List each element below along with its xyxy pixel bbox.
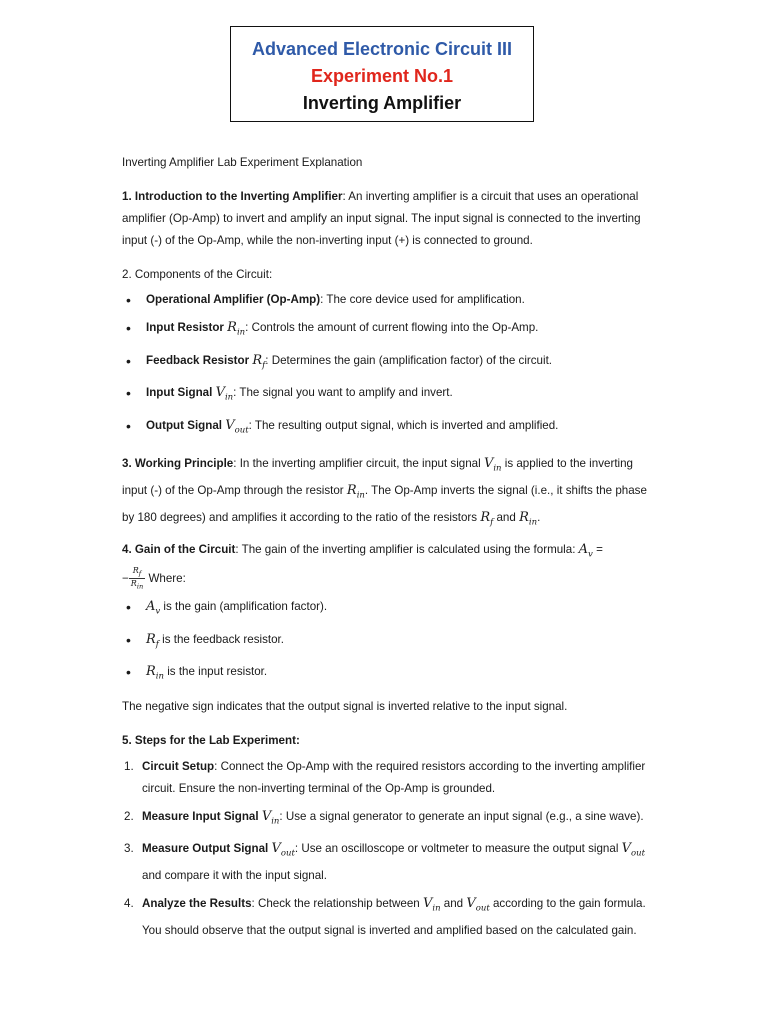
section-1-label: 1. Introduction to the Inverting Amplifier [122,190,343,203]
section-working-principle: 3. Working Principle: In the inverting amplifier circuit, the input signal $V_{in}$ is applied to the inverting input (-) of the Op-Amp through the resistor $R_{in}$. The Op-Amp inverts the signal (i.e., it shifts the phase by 180 degrees) and amplifies it according to the ratio of the resistors $R_f$ and $R_{in}$. [122,456,647,528]
section-1-text: : An inverting amplifier is a circuit that uses an operational amplifier (Op-Amp) to invert and amplify an input signal. The input signal is connected to the inverting input (-) of the Op-Amp, while the non-inverting input (+) is connected to ground. [122,190,641,247]
list-item: 3. Measure Output Signal $V_{out}$: Use an oscilloscope or voltmeter to measure the output signal $V_{out}$ and compare it with the input signal. [124,841,646,882]
course-title: Advanced Electronic Circuit III [251,39,513,59]
doc-heading: Inverting Amplifier Lab Experiment Explanation [122,156,363,169]
experiment-title: Inverting Amplifier [302,93,462,113]
section-gain: 4. Gain of the Circuit: The gain of the inverting amplifier is calculated using the formula: $A_v$ = − $\frac{R_f}{R_{in}}$ Where: [122,542,603,591]
section-components: 2. Components of the Circuit: [122,268,273,281]
list-item: • Operational Amplifier (Op-Amp): The core device used for amplification. [122,289,652,311]
section-2-label: 2. Components of the Circuit [122,268,269,281]
list-item: 4. Analyze the Results: Check the relationship between $V_{in}$ and $V_{out}$ according to the gain formula. You should observe that the output signal is inverted and amplified based on the calculated gain. [124,895,646,937]
list-item: • Input Signal $V_{in}$: The signal you want to amplify and invert. [122,382,652,409]
steps-list [122,756,652,942]
experiment-number: Experiment No.1 [310,66,454,86]
list-item: • $R_{in}$ is the input resistor. [122,661,652,688]
gain-fraction: $\frac{R_f}{R_{in}}$ [130,565,144,591]
math-symbol: $V_{out}$ [225,417,249,436]
list-item: 2. Measure Input Signal $V_{in}$: Use a signal generator to generate an input signal (e.g., a sine wave). [124,808,644,827]
list-item: • Input Resistor $R_{in}$: Controls the amount of current flowing into the Op-Amp. [122,317,652,344]
section-5-label: 5. Steps for the Lab Experiment: [122,733,300,747]
list-item: 1. Circuit Setup: Connect the Op-Amp with the required resistors according to the inverting amplifier circuit. Ensure the non-inverting terminal of the Op-Amp is grounded. [124,759,646,795]
list-item: • Output Signal $V_{out}$: The resulting output signal, which is inverted and amplified. [122,415,652,442]
gain-terms-list [122,596,652,688]
list-item: • $R_f$ is the feedback resistor. [122,629,652,656]
math-symbol: $R_{in}$ [227,320,246,338]
section-introduction [122,186,652,252]
list-item: • Feedback Resistor $R_f$: Determines the gain (amplification factor) of the circuit. [122,350,652,377]
document-body [122,152,652,948]
components-list [122,289,652,441]
negative-sign-note: The negative sign indicates that the output signal is inverted relative to the input signal. [122,699,568,713]
math-symbol: $V_{in}$ [215,385,234,403]
title-box [230,26,534,122]
list-item: • $A_v$ is the gain (amplification factor). [122,596,652,623]
math-symbol: $R_f$ [252,352,266,371]
